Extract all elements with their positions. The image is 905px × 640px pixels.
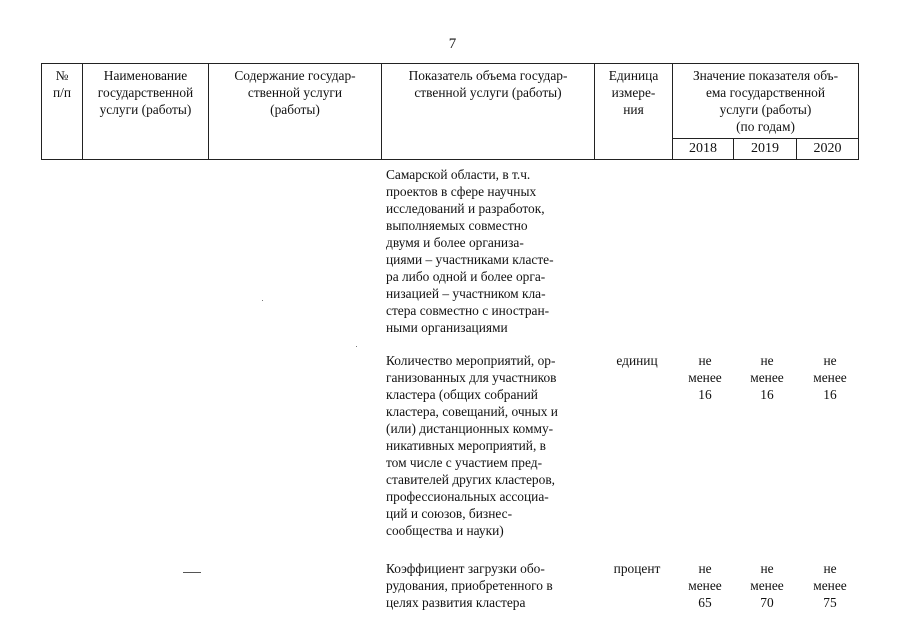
header-unit: Единица измере- ния: [595, 64, 673, 160]
header-indicator: Показатель объема государ- ственной услуги (работы): [382, 64, 595, 160]
row-1-indicator: Количество мероприятий, ор- ганизованных для участников кластера (общих собраний кластера, совещаний, очных и (или) дистанционных комму- никативных мероприятий, в том числе с участием пред- ставителей других кластеров, профессиональных ассоциа- ций и союзов, бизнес- сообщества и науки): [386, 353, 558, 538]
table-header: [41, 63, 859, 160]
header-service-name: Наименование государственной услуги (работы): [83, 64, 209, 160]
header-year-2019: 2019: [734, 138, 797, 159]
row-0-indicator: Самарской области, в т.ч. проектов в сфере научных исследований и разработок, выполняемых совместно двумя и более организа- циями – участниками класте- ра либо одной и более орга- низацией – участником кла- стера совместно с иностран- ными организациями: [386, 167, 554, 335]
scan-speck: [262, 300, 263, 301]
row-1-unit: единиц: [616, 353, 658, 368]
page-number: 7: [448, 36, 457, 52]
header-num: № п/п: [42, 64, 83, 160]
header-year-2020: 2020: [797, 138, 859, 159]
scan-speck: [356, 346, 357, 347]
row-2-value-2018: не менее 65: [688, 561, 722, 610]
scan-mark: [183, 572, 201, 573]
row-2-value-2019: не менее 70: [750, 561, 784, 610]
header-year-2018: 2018: [673, 138, 734, 159]
header-service-content: Содержание государ- ственной услуги (работы): [209, 64, 382, 160]
row-1-value-2020: не менее 16: [813, 353, 847, 402]
row-2-indicator: Коэффициент загрузки обо- рудования, приобретенного в целях развития кластера: [386, 561, 553, 610]
row-1-value-2018: не менее 16: [688, 353, 722, 402]
row-2-value-2020: не менее 75: [813, 561, 847, 610]
row-1-value-2019: не менее 16: [750, 353, 784, 402]
row-2-unit: процент: [613, 561, 661, 576]
header-value-group: Значение показателя объ- ема государственной услуги (работы) (по годам): [673, 64, 859, 139]
